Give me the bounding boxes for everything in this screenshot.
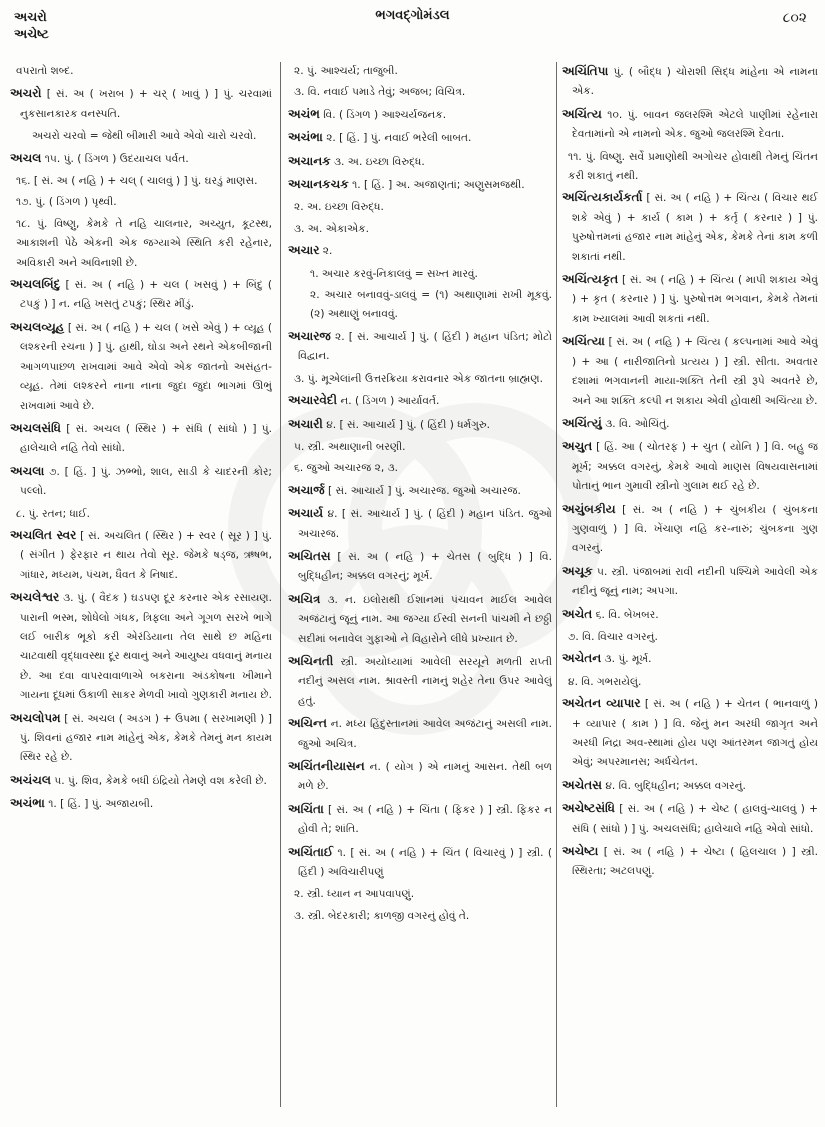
headword: અચિતસ <box>288 548 331 563</box>
headword: અચલા <box>10 463 45 478</box>
entry-sense <box>10 62 272 81</box>
headword: અચિંત્યકાર્યકર્તા <box>562 190 643 205</box>
headword: અચિંત્યકૃત <box>562 272 619 287</box>
dictionary-entry <box>288 652 552 711</box>
entry-sense <box>10 505 272 524</box>
headword: અચેત <box>562 606 593 621</box>
entry-sense <box>288 438 552 457</box>
definition-text: ૩. ન. ઇલોરાથી ઈશાનમાં પંચાવન માઈલ આવેલ અજંટાનું જૂનું નામ. આ જગ્યા ઈસ્વી સનની પાંચમી ને છઠ્ઠી સદીમાં બનાવેલ ગુફાઓ ને વિહારોને લીધે પ્રખ્યાત છે. <box>298 593 552 645</box>
column-2 <box>288 62 552 1118</box>
dictionary-entry <box>288 800 552 840</box>
definition-text: ૬. વિ. બેખબર. <box>595 608 659 621</box>
definition-text: ૩. અ. એકાએક. <box>294 222 369 235</box>
headword: અચેષ્ટસંધિ <box>562 801 615 816</box>
headword: અચિંતનીયાસન <box>288 759 365 773</box>
dictionary-entry <box>288 547 552 587</box>
definition-text: [ સં. અચલ ( અડગ ) + ઉપમા ( સરખામણી ) ] પું. શિવનાં હજાર નામ માંહેનું એક, કેમકે તેમનું મન કાયમ સ્થિર રહે છે. <box>20 712 272 764</box>
definition-text: [ હિં. આ ( ચોતરફ ) + ચુત ( યોનિ ) ] વિ. બહુ જ મૂર્ખ; અક્કલ વગરનું, કેમકે આવો માણસ વિષયવાસનામાં પોતાનું ભાન ગુમાવી સ્ત્રીનો ગુલામ થઈ રહે છે. <box>572 441 818 493</box>
definition-text: ૧. [ હિં. ] પું. અજાયબી. <box>48 798 154 811</box>
entry-sense <box>288 220 552 239</box>
headword: અચિંત્ય <box>562 106 602 121</box>
column-1 <box>10 62 272 1118</box>
definition-text: [ સં. અ ( નહિ ) + ચિંતા ( ફિકર ) ] સ્ત્રી. ફિકર ન હોવી તે; શાંતિ. <box>298 803 552 836</box>
definition-text: [ સં. અ ( નહિ ) + ચેતન ( ભાનવાળું ) + વ્યાપાર ( કામ ) ] વિ. જેનું મન અરધી જાગૃત અને અરધી નિદ્રા અવ-સ્થામાં હોય પણ આંતરમન જાગતું હોય એવું; અપરમાનસ; અર્ધચેતન. <box>572 698 818 769</box>
headword: અચેતન વ્યાપાર <box>562 696 641 711</box>
definition-text: ૨. સ્ત્રી. ધ્યાન ન આપવાપણું. <box>294 888 415 901</box>
column-divider <box>556 62 557 1107</box>
definition-text: ૪. વિ. ગભરાયેલું. <box>568 675 642 688</box>
definition-text: ૬. જુઓ અચારજ ૨, ૩. <box>294 462 399 475</box>
dictionary-entry <box>288 175 552 195</box>
definition-text: ૨. પું. આશ્ચર્ય; તાજુબી. <box>294 65 398 77</box>
headword: અચલવ્યૂહ <box>10 319 65 334</box>
definition-text: [ સં. અ ( નહિ ) + ચુંબકીય ( ચુંબકના ગુણવાળું ) ] વિ. ખેંચાણ નહિ કર-નારું; ચુંબકના ગુણ વગરનું. <box>572 503 818 555</box>
dictionary-entry <box>288 128 552 148</box>
definition-text: ૧૦. પું. બાવન જલરશ્મિ એટલે પાણીમાં રહેનારા દેવતામાંનો એ નામનો એક. જુઓ જલરશ્મિ દેવતા. <box>572 108 818 141</box>
headword: અચરો <box>10 86 42 101</box>
definition-text: ૩. વિ. નવાઈ પમાડે તેવું; અજબ; વિચિત્ર. <box>294 86 466 99</box>
entry-sense <box>288 907 552 926</box>
definition-text: ૨. અ. ઇચ્છા વિરુદ્ધ. <box>294 201 384 214</box>
dictionary-entry <box>10 149 272 169</box>
definition-text: સ્ત્રી. અયોધ્યામાં આવેલી સરયૂને મળતી રાપ્તી નદીનું અસલ નામ. શ્રાવસ્તી નામનું શહેર તેના ઉપર આવેલું હતું. <box>298 655 552 707</box>
definition-text: [ સં. અ ( નહિ ) + ચેતસ ( બુદ્ધિ ) ] વિ. બુદ્ધિહીન; અક્કલ વગરનું; મૂર્ખ. <box>298 550 552 583</box>
definition-text: પું. ( બૌદ્ધ ) ચોરાશી સિદ્ધ માંહેના એ નામના એક. <box>572 66 818 98</box>
dictionary-entry <box>562 649 818 669</box>
guide-word-last: અચેષ્ટ <box>14 26 49 41</box>
definition-text: ૨. <box>322 245 333 258</box>
definition-text: ૮. પું. રતન; ધાઈ. <box>16 507 90 520</box>
definition-text: [ સં. અ ( નહિ ) + ચિંત્ય ( માપી શકાય એવું ) + કૃત ( કરનાર ) ] પું. પુરુષોત્તમ ભગવાન, કેમકે તેમનાં કામ ખ્યાલમાં આવી શકતાં નથી. <box>572 274 818 325</box>
dictionary-entry <box>10 526 272 585</box>
dictionary-entry <box>288 590 552 649</box>
definition-text: ૩. સ્ત્રી. બેદરકારી; કાળજી વગરનું હોવું તે. <box>294 909 470 922</box>
dictionary-entry <box>562 188 818 267</box>
definition-text: ૨. અચાર બનાવવું-ડાલવું = (૧) અથાણામાં રાખી મૂકવું. (૨) અથાણું બનાવવું. <box>310 289 552 321</box>
headword: અચાનકચક <box>288 177 349 192</box>
dictionary-entry <box>288 481 552 501</box>
headword: અચાનક <box>288 153 331 168</box>
headword: અચેતસ <box>562 777 602 792</box>
definition-text: ૧. અચાર કરવું-નિકાલવું = સખ્ત મારવું. <box>310 267 478 280</box>
definition-text: [ સં. અ ( નહિ ) + ચલ ( ખસે એવું ) + વ્યૂહ ( લશ્કરની રચના ) ] પું. હાથી, ઘોડા અને રથને એકબીજાની આગળપાછળ રાખવામાં આવે એવો એક જાતનો અસંહત-વ્યૂહ. તેમાં લશ્કરને નાના નાના જુદા જુદા ભાગમાં ઊભું રાખવામાં આવે છે. <box>20 321 272 412</box>
headword: અચંભા <box>288 130 323 145</box>
entry-sense <box>288 286 552 325</box>
definition-text: ન. ( યોગ ) એ નામનું આસન. તેથી બળ મળે છે. <box>298 761 552 793</box>
headword: અચલિત સ્વર <box>10 527 77 542</box>
dictionary-entry <box>288 391 552 411</box>
definition-text: [ સં. અચલિત ( સ્થિર ) + સ્વર ( સૂર ) ] પું. ( સંગીત ) ફેરફાર ન થાય તેવો સૂર. જેમકે ષડ્જ, ઋષભ, ગાંધાર, મધ્યમ, પંચમ, ધૈવત કે નિષાદ. <box>20 529 272 581</box>
entry-sense <box>288 370 552 389</box>
definition-text: [ સં. અ ( નહિ ) + ચિંત્ય ( વિચાર થઈ શકે એવું ) + કાર્ય ( કામ ) + કર્તૃ ( કરનાર ) ] પું. પુરુષોત્તમનાં હજાર નામ માંહેનું એક, કેમકે તેનાં કામ કળી શકાતાં નથી. <box>572 192 818 263</box>
headword: અચલ <box>10 150 42 165</box>
headword: અચલોપમ <box>10 710 61 725</box>
dictionary-entry <box>10 275 272 315</box>
dictionary-entry <box>288 241 552 261</box>
headword: અચેષ્ટા <box>562 844 599 859</box>
entry-sense <box>10 193 272 212</box>
headword: અચાર <box>288 243 320 258</box>
definition-text: ૪. [ સં. આચાર્ય ] પું. ( હિંદી ) મહાન પંડિત. જુઓ અચારજ. <box>298 508 552 540</box>
entry-sense <box>562 148 818 187</box>
definition-text: ૭. વિ. વિચાર વગરનું. <box>568 630 658 643</box>
headword: અચેતન <box>562 651 602 666</box>
definition-text: ૫. પું. શિવ, કેમકે બધી ઇંદ્રિયો તેમણે વશ કરેલી છે. <box>54 774 267 787</box>
dictionary-entry <box>562 62 818 102</box>
headword: અચારી <box>288 416 323 431</box>
definition-text: ૩. પું. ( વૈદક ) ઘડપણ દૂર કરનાર એક રસાયણ. પારાની ભસ્મ, શોધેલો ગંધક, ત્રિફલા અને ગૂગળ સરખે ભાગે લઈ બારીક ભૂકો કરી એરંડિયાના તેલ સાથે છ મહિના ચાટવાથી વૃદ્ધાવસ્થા દૂર થવાનું અને આયુષ્ય વધવાનું મનાય છે. આ દવા વાપરવાવાળાએ બકરાના અંડકોષના ખીમાને ગાયના દૂધમાં ઉકાળી સાકર મેળવી ખાવો ગુણકારી મનાય છે. <box>20 592 272 702</box>
dictionary-entry <box>10 794 272 814</box>
headword: અચિંતા <box>288 801 324 816</box>
page-number: ૮૦૨ <box>782 10 807 26</box>
dictionary-entry <box>288 415 552 435</box>
headword: અચિંત્યા <box>562 334 605 349</box>
dictionary-entry <box>10 419 272 459</box>
definition-text: ૧૧. પું. વિષ્ણુ. સર્વે પ્રમાણોથી અગોચર હોવાથી તેમનું ચિંતન કરી શકાતું નથી. <box>568 150 818 183</box>
dictionary-entry <box>10 588 272 705</box>
dictionary-entry <box>10 462 272 502</box>
definition-text: વપરાતો શબ્દ. <box>16 65 74 77</box>
dictionary-entry <box>288 152 552 172</box>
entry-sense <box>288 459 552 478</box>
entry-sense <box>10 215 272 273</box>
entry-sense <box>288 62 552 81</box>
dictionary-entry <box>562 105 818 145</box>
headword: અચારજ <box>288 328 331 343</box>
definition-text: ૪. વિ. બુદ્ધિહીન; અક્કલ વગરનું. <box>605 779 746 792</box>
headword: અચૂક <box>562 563 593 578</box>
definition-text: ન. મધ્ય હિંદુસ્તાનમાં આવેલ અજંટાનું અસલી નામ. જુઓ અચિત્ર. <box>298 718 552 750</box>
column-3 <box>562 62 818 1118</box>
definition-text: ૧. [ હિં. ] અ. અજાણતાં; અણુસમજથી. <box>352 179 525 192</box>
headword: અચુત <box>562 439 593 454</box>
entry-sense <box>288 198 552 217</box>
dictionary-entry <box>562 332 818 411</box>
dictionary-entry <box>562 500 818 559</box>
headword: અચિંત્યું <box>562 415 602 430</box>
definition-text: [ સં. અ ( ખરાબ ) + ચર્ ( ખાવું ) ] પું. ચરવામાં નુકસાનકારક વનસ્પતિ. <box>20 88 272 120</box>
definition-text: [ સં. આચાર્ય ] પું. અચારજ. જુઓ અચારજ. <box>327 484 521 497</box>
entry-sense <box>288 265 552 284</box>
headword: અચિત્ર <box>288 591 321 606</box>
definition-text: ન. ( ડિંગળ ) આર્યાવર્ત. <box>340 395 440 408</box>
dictionary-entry <box>562 842 818 882</box>
entry-sense <box>562 673 818 692</box>
entry-sense <box>288 83 552 102</box>
entry-sense <box>10 172 272 191</box>
definition-text: ૫. સ્ત્રી. અથાણાની બરણી. <box>294 440 406 453</box>
definition-text: ૭. [ હિં. ] પું. ઝભ્ભો, શાલ, સાડી કે ચાદરની કોર; પલ્લો. <box>20 465 272 498</box>
dictionary-entry <box>562 562 818 602</box>
entry-sense <box>10 127 272 146</box>
definition-text: ૫. સ્ત્રી. પંજાબમાં રાવી નદીની પશ્ચિમે આવેલી એક નદીનું જૂનું નામ; અપગા. <box>572 565 818 598</box>
headword: અચાર્જ <box>288 482 325 497</box>
dictionary-columns <box>10 62 818 1122</box>
definition-text: અચરો ચરવો = જેથી બીમારી આવે એવો ચારો ચરવો. <box>32 130 257 143</box>
headword: અચિંતિપા <box>562 64 609 78</box>
headword: અચલેશ્વર <box>10 590 60 605</box>
dictionary-entry <box>288 714 552 754</box>
headword: અચિંતાઈ <box>288 844 334 859</box>
definition-text: ૧૫. પું. ( ડિંગળ ) ઉદયાચલ પર્વત. <box>44 152 189 165</box>
definition-text: ૨. [ હિં. ] પું. નવાઈ ભરેલી બાબત. <box>326 132 472 145</box>
dictionary-entry <box>562 694 818 773</box>
headword: અચંચલ <box>10 772 51 787</box>
definition-text: ૪. [ સં. આચાર્ય ] પું. ( હિંદી ) ધર્મગુરુ. <box>326 418 490 431</box>
entry-sense <box>288 885 552 904</box>
dictionary-entry <box>562 605 818 625</box>
definition-text: [ સં. અચલ ( સ્થિર ) + સંધિ ( સાંધો ) ] પું. હાલેચાલે નહિ તેવો સાંધો. <box>20 422 272 455</box>
headword: અચિન્ત <box>288 716 327 731</box>
dictionary-entry <box>562 799 818 839</box>
headword: અચલસંધિ <box>10 420 61 435</box>
definition-text: ૩. પું. મૂએલાંની ઉત્તરક્રિયા કરાવનાર એક જાતના બ્રાહ્મણ. <box>294 372 543 385</box>
guide-word-first: અચરો <box>14 9 47 24</box>
dictionary-entry <box>288 105 552 125</box>
headword: અચલબિંદુ <box>10 277 61 292</box>
page-header <box>0 0 825 60</box>
dictionary-entry <box>562 414 818 434</box>
headword: અચુંબકીય <box>562 501 616 516</box>
dictionary-entry <box>10 709 272 768</box>
definition-text: ૧. [ સં. અ ( નહિ ) + ચિંત ( વિચારવું ) ] સ્ત્રી. ( હિંદી ) અવિચારીપણું <box>298 846 552 879</box>
headword: અચંભા <box>10 796 45 811</box>
definition-text: ૩. પું. મૂર્ખ. <box>604 653 652 666</box>
definition-text: વિ. ( ડિંગળ ) આશ્ચર્યજનક. <box>323 108 447 121</box>
definition-text: ૧૮. પું. વિષ્ણુ, કેમકે તે નહિ ચાલનાર, અચ્યુત, કૂટસ્થ, આકાશની પેઠે એકની એક જગ્યાએ સ્થિતિ કરી રહેનાર, અવિકારી અને અવિનાશી છે. <box>16 217 272 269</box>
definition-text: [ સં. અ ( નહિ ) + ચેષ્ટ ( હાલવું-ચાલવું ) + સંધિ ( સાંધો ) ] પું. અચલસંધિ; હાલેચાલે નહિ એવો સાંધો. <box>572 803 818 835</box>
definition-text: ૧૬. [ સં. અ ( નહિ ) + ચલ્ ( ચાલવું ) ] પું. ઘરડું માણસ. <box>16 175 258 188</box>
dictionary-entry <box>288 504 552 544</box>
definition-text: [ સં. અ ( નહિ ) + ચલ ( ખસવું ) + બિંદુ ( ટપકું ) ] ન. નહિ ખસતું ટપકું; સ્થિર મીંડું. <box>20 279 272 311</box>
entry-sense <box>562 628 818 647</box>
column-divider <box>280 62 281 1107</box>
headword: અચિનતી <box>288 653 334 668</box>
headword: અચારવેદી <box>288 393 338 408</box>
dictionary-entry <box>562 776 818 796</box>
definition-text: [ સં. અ ( નહિ ) + ચેષ્ટા ( હિલચાલ ) ] સ્ત્રી. સ્થિરતા; અટલપણું. <box>572 846 818 878</box>
definition-text: ૩. અ. ઇચ્છા વિરુદ્ધ. <box>334 155 425 168</box>
dictionary-entry <box>562 270 818 329</box>
dictionary-entry <box>10 318 272 416</box>
page-title: ભગવદ્ગોમંડલ <box>375 8 450 23</box>
definition-text: [ સં. અ ( નહિ ) + ચિંત્ય ( કલ્પનામાં આવે એવું ) + આ ( નારીજાતિનો પ્રત્યય ) ] સ્ત્રી. સીતા. અવતાર દશામાં ભગવાનની માયા-શક્તિ તેની સ્ત્રી રૂપે અવતરે છે, અને આ શક્તિ કલ્પી ન શકાય એવી હોવાથી અચિંત્યા છે. <box>572 336 818 407</box>
dictionary-entry <box>288 327 552 367</box>
definition-text: ૧૭. પું. ( ડિંગળ ) પૃથ્વી. <box>16 196 117 209</box>
headword: અચંભ <box>288 106 320 121</box>
dictionary-entry <box>10 84 272 124</box>
dictionary-entry <box>10 771 272 791</box>
dictionary-entry <box>288 843 552 883</box>
definition-text: ૨. [ સં. આચાર્ય ] પું. ( હિંદી ) મહાન પંડિત; મોટો વિદ્વાન. <box>298 330 552 363</box>
dictionary-entry <box>562 437 818 496</box>
dictionary-entry <box>288 757 552 797</box>
headword: અચાર્ય <box>288 506 324 521</box>
definition-text: ૩. વિ. ઓચિંતું. <box>605 417 670 430</box>
